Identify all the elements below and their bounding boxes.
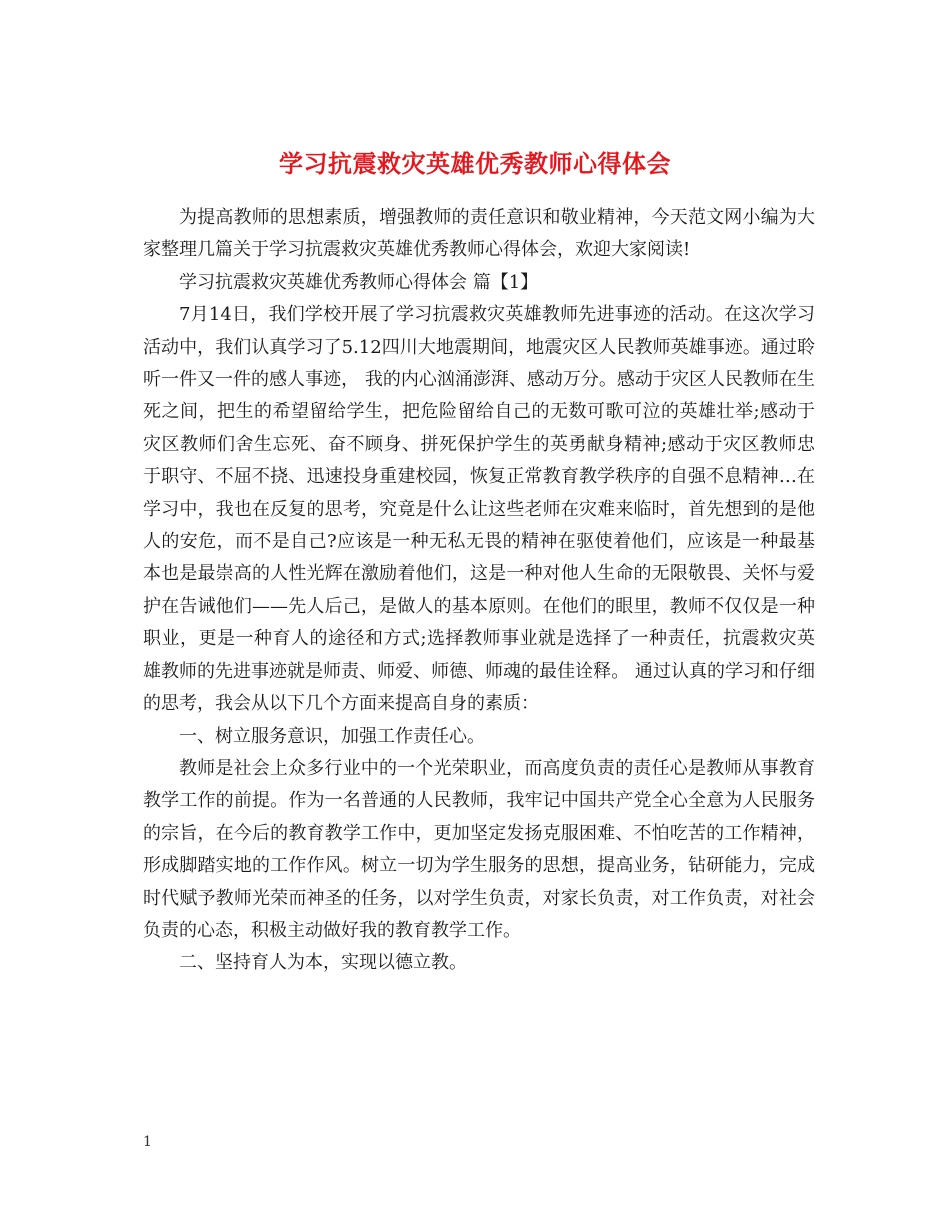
point-heading-1: 一、树立服务意识，加强工作责任心。 (179, 725, 485, 747)
document-title: 学习抗震救灾英雄优秀教师心得体会 (279, 149, 671, 179)
body-paragraph: 教师是社会上众多行业中的一个光荣职业，而高度负责的责任心是教师从事教育教学工作的前提。作为一名普通的人民教师，我牢记中国共产党全心全意为人民服务的宗旨，在今后的教育教学工作中，更加坚定发扬克服困难、不怕吃苦的工作精神，形成脚踏实地的工作作风。树立一切为学生服务的思想，提高业务，钻研能力，完成时代赋予教师光荣而神圣的任务，以对学生负责，对家长负责，对工作负责，对社会负责的心态，积极主动做好我的教育教学工作。 (143, 757, 815, 941)
point-heading-2: 二、坚持育人为本，实现以德立教。 (179, 952, 467, 974)
intro-paragraph: 为提高教师的思想素质，增强教师的责任意识和敬业精神，今天范文网小编为大家整理几篇关于学习抗震救灾英雄优秀教师心得体会，欢迎大家阅读! (143, 207, 815, 261)
section-heading: 学习抗震救灾英雄优秀教师心得体会 篇【1】 (179, 271, 539, 293)
page-number: 1 (143, 1134, 152, 1150)
body-paragraph: 7月14日，我们学校开展了学习抗震救灾英雄教师先进事迹的活动。在这次学习活动中，我们认真学习了5.12四川大地震期间，地震灾区人民教师英雄事迹。通过聆听一件又一件的感人事迹， 我的内心汹涌澎湃、感动万分。感动于灾区人民教师在生死之间，把生的希望留给学生，把危险留给自己的无数可歌可泣的英雄壮举;感动于灾区教师们舍生忘死、奋不顾身、拼死保护学生的英勇献身精神;感动于灾区教师忠于职守、不屈不挠、迅速投身重建校园，恢复正常教育教学秩序的自强不息精神…在学习中，我也在反复的思考，究竟是什么让这些老师在灾难来临时，首先想到的是他人的安危，而不是自己?应该是一种无私无畏的精神在驱使着他们，应该是一种最基本也是最崇高的人性光辉在激励着他们，这是一种对他人生命的无限敬畏、关怀与爱护在告诫他们——先人后己，是做人的基本原则。在他们的眼里，教师不仅仅是一种职业，更是一种育人的途径和方式;选择教师事业就是选择了一种责任，抗震救灾英雄教师的先进事迹就是师责、师爱、师德、师魂的最佳诠释。 通过认真的学习和仔细的思考，我会从以下几个方面来提高自身的素质： (143, 304, 815, 715)
document-body (143, 202, 815, 980)
